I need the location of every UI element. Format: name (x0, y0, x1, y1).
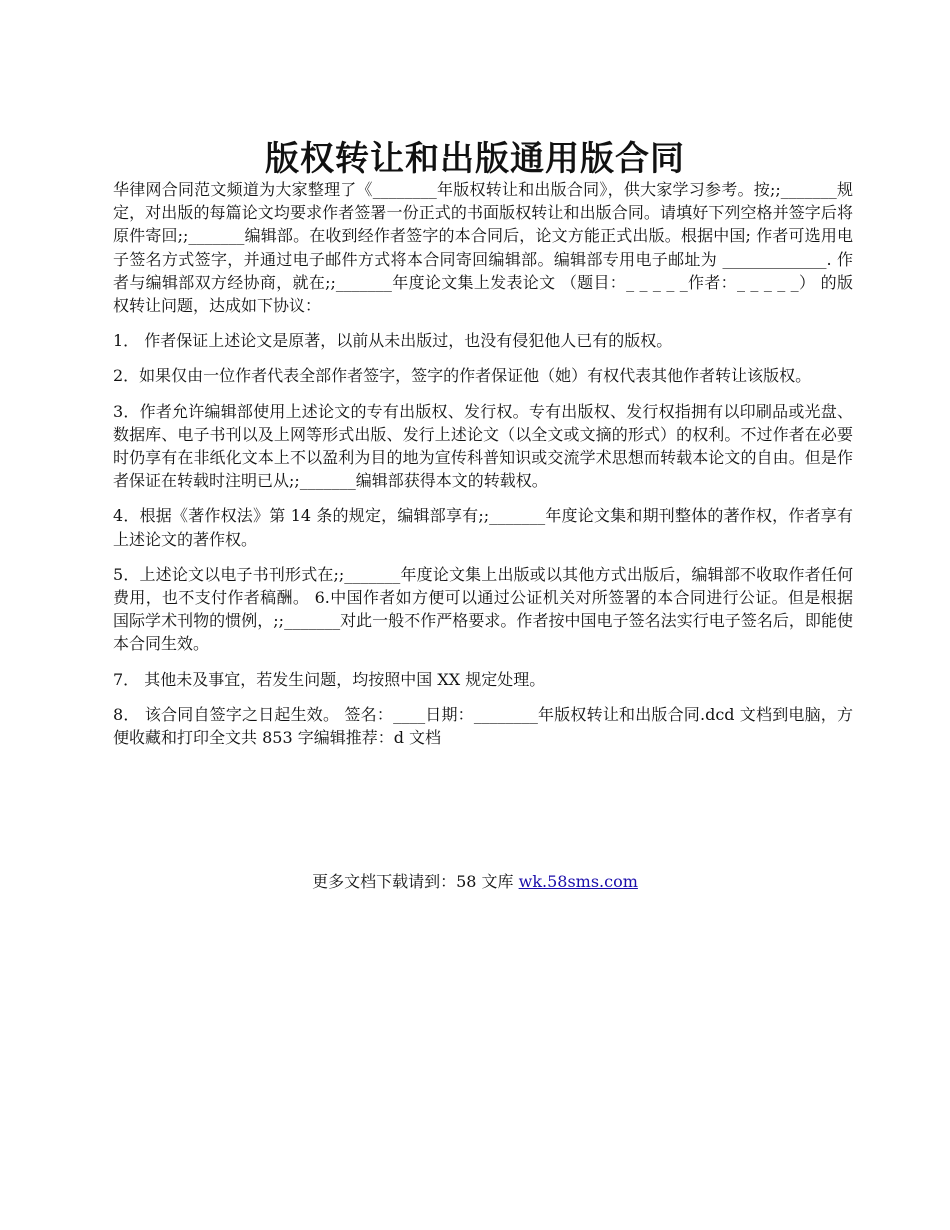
footer-link[interactable]: wk.58sms.com (518, 872, 638, 891)
clause-1: 1． 作者保证上述论文是原著，以前从未出版过，也没有侵犯他人已有的版权。 (113, 331, 673, 351)
contract-body (113, 178, 853, 761)
intro-paragraph: 华律网合同范文频道为大家整理了《________年版权转让和出版合同》，供大家学习参考。按;;_______规定，对出版的每篇论文均要求作者签署一份正式的书面版权转让和出版合同。请填好下列空格并签字后将原件寄回;;_______编辑部。在收到经作者签字的本合同后，论文方能正式出版。根据中国; 作者可选用电子签名方式签字，并通过电子邮件方式将本合同寄回编辑部。编辑部专用电子邮址为 _____________. 作者与编辑部双方经协商，就在;;_______年度论文集上发表论文 （题目：_ _ _ _ _作者：_ _ _ _ _） 的版权转让问题，达成如下协议： (113, 180, 853, 316)
clause-3: 3．作者允许编辑部使用上述论文的专有出版权、发行权。专有出版权、发行权指拥有以印刷品或光盘、数据库、电子书刊以及上网等形式出版、发行上述论文（以全文或文摘的形式）的权利。不过作者在必要时仍享有在非纸化文本上不以盈利为目的地为宣传科普知识或交流学术思想而转载本论文的自由。但是作者保证在转载时注明已从;;_______编辑部获得本文的转载权。 (113, 401, 853, 491)
page-title: 版权转让和出版通用版合同 (265, 138, 685, 179)
clause-2: 2．如果仅由一位作者代表全部作者签字，签字的作者保证他（她）有权代表其他作者转让该版权。 (113, 366, 812, 386)
footer-text: 更多文档下载请到：58 文库 (312, 872, 519, 891)
clause-8: 8． 该合同自签字之日起生效。 签名：____日期：________年版权转让和出版合同.dcd 文档到电脑，方便收藏和打印全文共 853 字编辑推荐：d 文档 (113, 704, 853, 748)
clause-7: 7． 其他未及事宜，若发生问题，均按照中国 XX 规定处理。 (113, 669, 546, 689)
clause-5: 5．上述论文以电子书刊形式在;;_______年度论文集上出版或以其他方式出版后，编辑部不收取作者任何费用，也不支付作者稿酬。 6.中国作者如方便可以通过公证机关对所签署的本合同进行公证。但是根据国际学术刊物的惯例，;;_______对此一般不作严格要求。作者按中国电子签名法实行电子签名后，即能使本合同生效。 (113, 564, 853, 654)
download-footer (0, 870, 950, 893)
clause-4: 4．根据《著作权法》第 14 条的规定，编辑部享有;;_______年度论文集和期刊整体的著作权，作者享有上述论文的著作权。 (113, 506, 853, 549)
